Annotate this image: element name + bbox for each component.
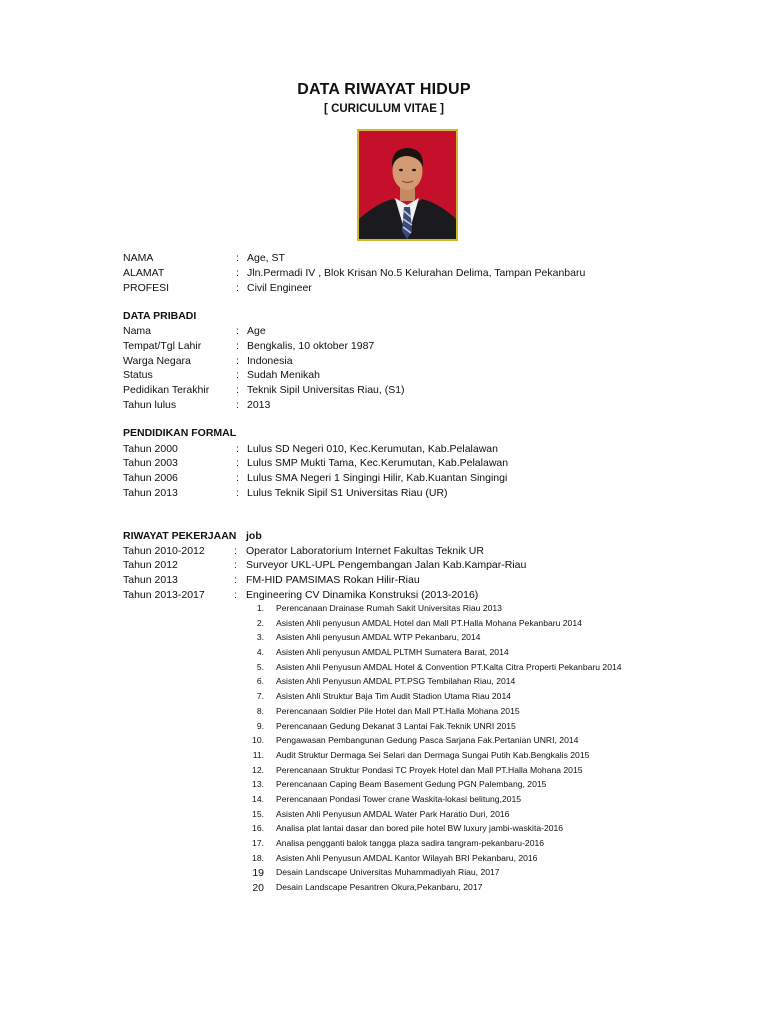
list-number: 13. [252,779,264,790]
field-value: Lulus SD Negeri 010, Kec.Kerumutan, Kab.Pelalawan [247,443,498,455]
colon: : [236,282,239,294]
section-heading-value: job [246,530,262,542]
field-label: Tahun 2013 [123,574,178,586]
field-value: Surveyor UKL-UPL Pengembangan Jalan Kab.Kampar-Riau [246,559,527,571]
list-text: Asisten Ahli Penyusun AMDAL Water Park Haratio Duri, 2016 [276,808,510,819]
field-value: Indonesia [247,355,293,367]
field-label: Status [123,369,153,381]
list-number: 10. [252,735,264,746]
field-value: Operator Laboratorium Internet Fakultas Teknik UR [246,545,484,557]
list-text: Audit Struktur Dermaga Sei Selari dan Dermaga Sungai Putih Kab.Bengkalis 2015 [276,749,590,760]
field-value: FM-HID PAMSIMAS Rokan Hilir-Riau [246,574,420,586]
colon: : [234,589,237,601]
list-number: 4. [256,647,264,658]
section-heading-pendidikan: PENDIDIKAN FORMAL [123,427,237,439]
list-text: Analisa plat lantai dasar dan bored pile hotel BW luxury jambi-waskita-2016 [276,823,564,834]
list-number: 20 [252,882,264,895]
colon: : [236,267,239,279]
field-label: Tahun 2013-2017 [123,589,205,601]
field-label: Tahun 2006 [123,472,178,484]
list-number: 17. [252,838,264,848]
list-number: 18. [252,852,264,863]
list-number: 11. [252,749,264,760]
profile-photo [357,129,458,241]
field-value: Civil Engineer [247,282,312,294]
field-label: Tahun 2010-2012 [123,545,205,557]
list-number: 5. [256,661,264,672]
colon: : [236,384,239,396]
field-value: 2013 [247,399,271,411]
field-label: Tahun 2013 [123,487,178,499]
list-number: 19 [252,867,264,880]
colon: : [236,457,239,469]
colon: : [236,487,239,499]
field-value: Jln.Permadi IV , Blok Krisan No.5 Kelurahan Delima, Tampan Pekanbaru [247,267,586,279]
list-number: 12. [252,764,264,775]
field-label: Tahun 2000 [123,443,178,455]
colon: : [236,443,239,455]
field-value: Bengkalis, 10 oktober 1987 [247,340,375,352]
field-value: Lulus SMA Negeri 1 Singingi Hilir, Kab.Kuantan Singingi [247,472,508,484]
colon: : [236,369,239,381]
list-text: Asisten Ahli Penyusun AMDAL Hotel & Convention PT.Kalta Citra Properti Pekanbaru 2014 [276,661,622,672]
list-number: 1. [256,603,264,613]
list-text: Asisten Ahli Penyusun AMDAL Kantor Wilayah BRI Pekanbaru, 2016 [276,852,538,863]
list-text: Asisten Ahli Struktur Baja Tim Audit Stadion Utama Riau 2014 [276,691,512,702]
field-value: Age [247,325,266,337]
list-number: 8. [256,705,264,716]
colon: : [236,472,239,484]
field-label: ALAMAT [123,267,165,279]
field-label: Tempat/Tgl Lahir [123,340,202,352]
field-value: Lulus Teknik Sipil S1 Universitas Riau (UR) [247,487,448,499]
list-text: Perencanaan Gedung Dekanat 3 Lantai Fak.Teknik UNRI 2015 [276,720,516,731]
field-value: Teknik Sipil Universitas Riau, (S1) [247,384,405,396]
list-text: Asisten Ahli Penyusun AMDAL PT.PSG Tembilahan Riau, 2014 [276,676,516,687]
colon: : [234,559,237,571]
colon: : [234,574,237,586]
field-label: NAMA [123,252,154,264]
document-subtitle: [ CURICULUM VITAE ] [324,103,444,115]
field-label: Tahun 2012 [123,559,178,571]
colon: : [234,545,237,557]
field-label: Tahun lulus [123,399,177,411]
list-text: Asisten Ahli penyusun AMDAL WTP Pekanbaru, 2014 [276,632,481,643]
field-value: Engineering CV Dinamika Konstruksi (2013-2016) [246,589,479,601]
list-text: Perencanaan Caping Beam Basement Gedung PGN Palembang, 2015 [276,779,547,790]
list-text: Perencanaan Drainase Rumah Sakit Universitas Riau 2013 [276,603,502,613]
section-heading-pribadi: DATA PRIBADI [123,310,197,322]
list-number: 15. [252,808,264,819]
list-text: Asisten Ahli penyusun AMDAL PLTMH Sumatera Barat, 2014 [276,647,509,658]
list-text: Desain Landscape Universitas Muhammadiyah Riau, 2017 [276,867,500,878]
field-value: Lulus SMP Mukti Tama, Kec.Kerumutan, Kab.Pelalawan [247,457,509,469]
list-number: 14. [252,793,264,804]
list-number: 6. [256,676,264,687]
section-heading-label: RIWAYAT PEKERJAAN [123,530,237,542]
field-value: Age, ST [247,252,285,264]
list-number: 7. [256,691,264,702]
list-text: Perencanaan Soldier Pile Hotel dan Mall PT.Halla Mohana 2015 [276,705,520,716]
field-label: Warga Negara [123,355,191,367]
field-label: Nama [123,325,152,337]
field-label: PROFESI [123,282,170,294]
list-text: Analisa pengganti balok tangga plaza sadira tangram-pekanbaru-2016 [276,838,545,848]
field-value: Sudah Menikah [247,369,320,381]
profile-photo-illustration [359,131,456,239]
colon: : [236,355,239,367]
list-text: Desain Landscape Pesantren Okura,Pekanbaru, 2017 [276,882,483,893]
colon: : [236,325,239,337]
list-number: 2. [256,617,264,628]
field-label: Tahun 2003 [123,457,178,469]
list-number: 16. [252,823,264,834]
list-text: Asisten Ahli penyusun AMDAL Hotel dan Mall PT.Halla Mohana Pekanbaru 2014 [276,617,582,628]
field-label: Pedidikan Terakhir [123,384,210,396]
document-title: DATA RIWAYAT HIDUP [297,81,471,98]
colon: : [236,340,239,352]
list-number: 3. [256,632,264,643]
list-text: Pengawasan Pembangunan Gedung Pasca Sarjana Fak.Pertanian UNRI, 2014 [276,735,579,746]
list-number: 9. [256,720,264,731]
colon: : [236,399,239,411]
colon: : [236,252,239,264]
list-text: Perencanaan Struktur Pondasi TC Proyek Hotel dan Mall PT.Halla Mohana 2015 [276,764,583,775]
list-text: Perencanaan Pondasi Tower crane Waskita-lokasi belitung,2015 [276,793,522,804]
